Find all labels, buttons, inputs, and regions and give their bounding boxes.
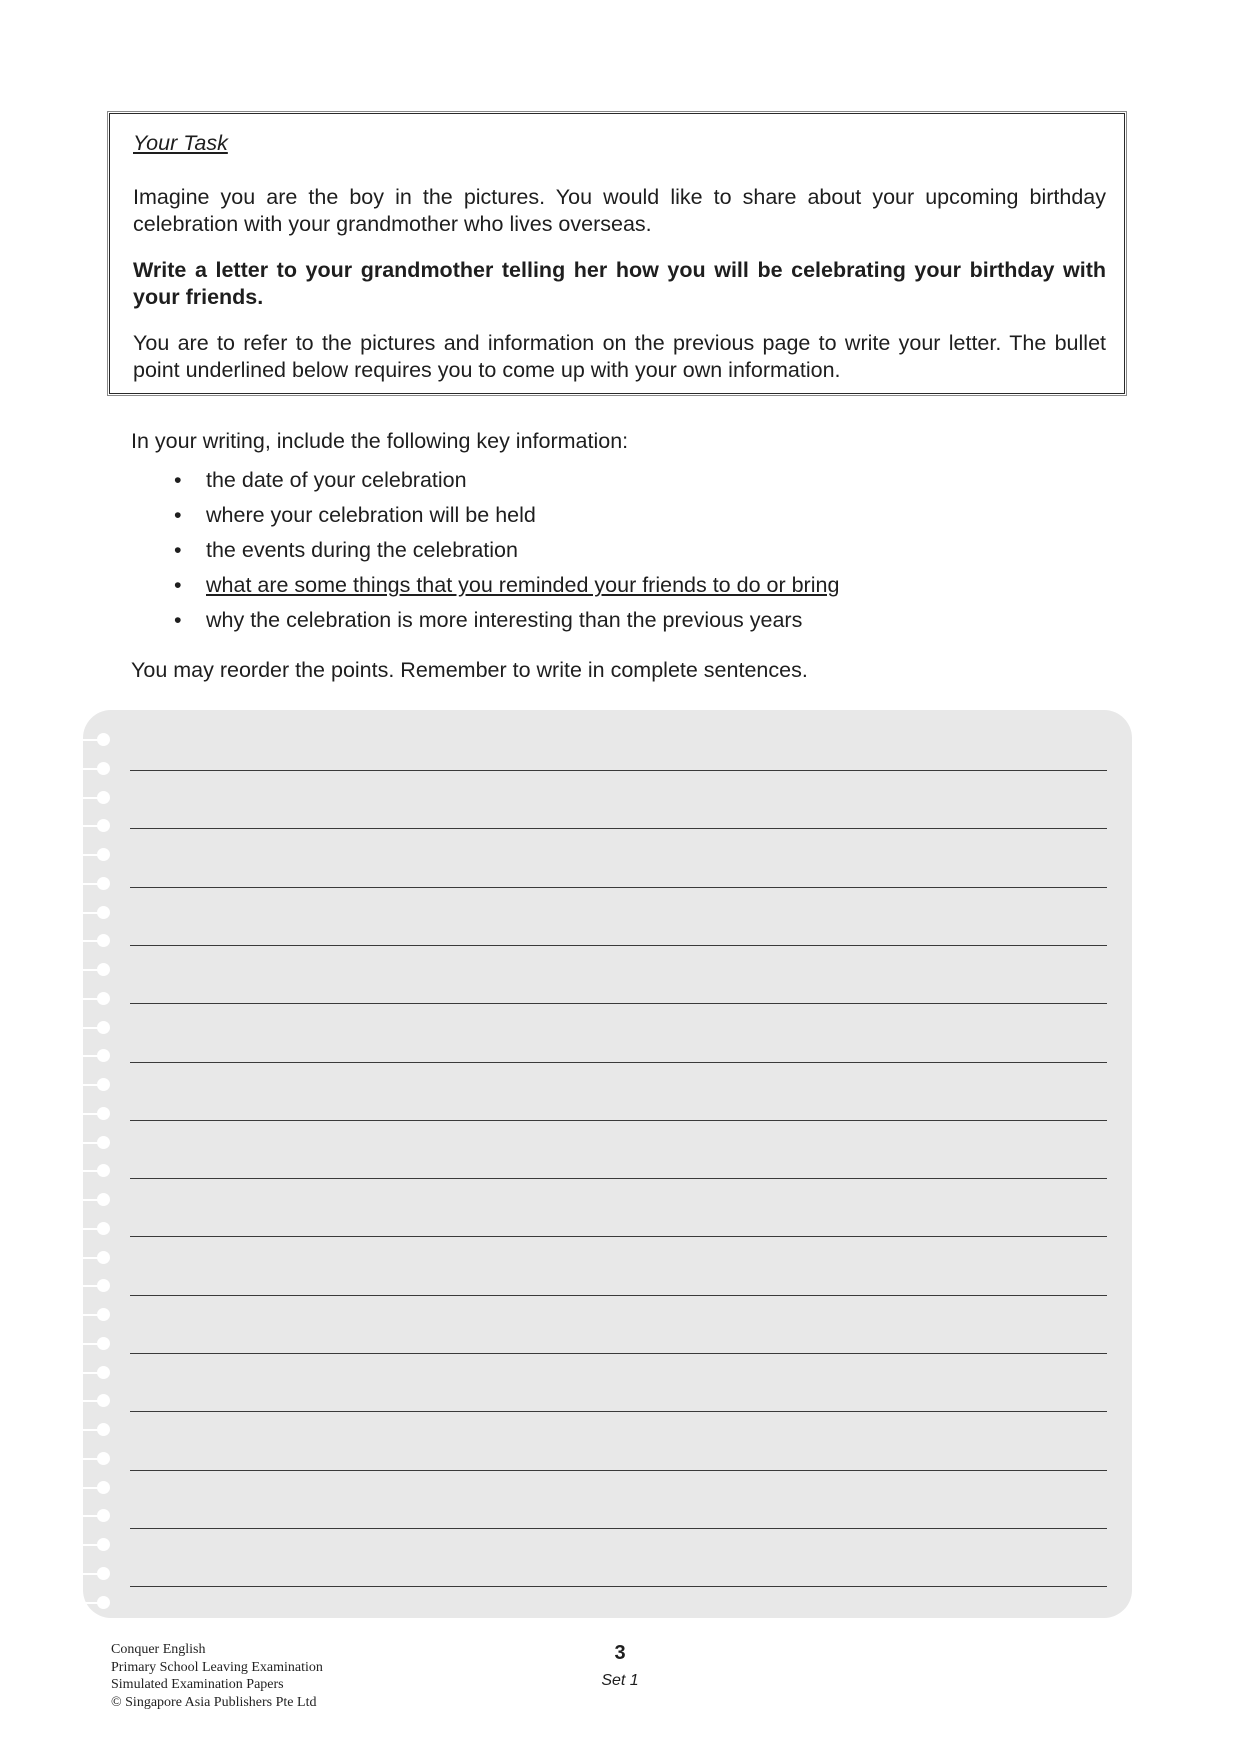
key-info-text: where your celebration will be held: [206, 503, 536, 527]
bullet-icon: •: [174, 538, 182, 562]
writing-line[interactable]: [130, 1062, 1107, 1063]
binder-hole-icon: [97, 1279, 110, 1292]
binder-hole-icon: [97, 1366, 110, 1379]
bullet-icon: •: [174, 468, 182, 492]
publisher-line: Primary School Leaving Examination: [111, 1659, 323, 1675]
task-reference-note: You are to refer to the pictures and information on the previous page to write your letter. The bullet point underlined below requires you to come up with your own information.: [133, 331, 1106, 382]
binder-hole-icon: [97, 877, 110, 890]
binder-hole-icon: [97, 1308, 110, 1321]
binder-hole-icon: [97, 906, 110, 919]
writing-line[interactable]: [130, 887, 1107, 888]
key-info-text: why the celebration is more interesting than the previous years: [206, 608, 803, 632]
bullet-icon: •: [174, 608, 182, 632]
writing-line[interactable]: [130, 945, 1107, 946]
writing-line[interactable]: [130, 1353, 1107, 1354]
writing-line[interactable]: [130, 828, 1107, 829]
binder-hole-icon: [97, 992, 110, 1005]
key-info-intro: In your writing, include the following key information:: [131, 429, 629, 453]
binder-hole-icon: [97, 1337, 110, 1350]
publisher-line: © Singapore Asia Publishers Pte Ltd: [111, 1694, 317, 1710]
key-info-item-underlined: [174, 572, 839, 607]
set-label: Set 1: [601, 1672, 639, 1689]
publisher-line: Conquer English: [111, 1642, 206, 1657]
binder-hole-icon: [97, 1049, 110, 1062]
writing-line[interactable]: [130, 1003, 1107, 1004]
task-box: [107, 111, 1127, 396]
binder-hole-icon: [97, 1107, 110, 1120]
binder-hole-icon: [97, 1452, 110, 1465]
binder-hole-icon: [97, 1538, 110, 1551]
task-heading: Your Task: [133, 131, 228, 155]
binder-hole-icon: [97, 762, 110, 775]
writing-line[interactable]: [130, 1295, 1107, 1296]
key-info-text: the date of your celebration: [206, 468, 467, 492]
task-scenario: Imagine you are the boy in the pictures. You would like to share about your upcoming birthday celebration with your grandmother who lives overseas.: [133, 185, 1106, 236]
binder-hole-icon: [97, 1481, 110, 1494]
key-info-item: [174, 502, 839, 537]
publisher-line: Simulated Examination Papers: [111, 1677, 284, 1692]
writing-line[interactable]: [130, 1470, 1107, 1471]
binder-hole-icon: [97, 1423, 110, 1436]
binder-hole-icon: [97, 1136, 110, 1149]
binder-hole-icon: [97, 1394, 110, 1407]
binder-hole-icon: [97, 848, 110, 861]
binder-hole-icon: [97, 1222, 110, 1235]
task-instruction-bold: Write a letter to your grandmother telling her how you will be celebrating your birthday with your friends.: [133, 258, 1106, 309]
key-info-text: the events during the celebration: [206, 538, 518, 562]
writing-line[interactable]: [130, 1528, 1107, 1529]
key-info-item: [174, 467, 839, 502]
key-info-text: what are some things that you reminded your friends to do or bring: [206, 573, 840, 597]
writing-line[interactable]: [130, 1586, 1107, 1587]
writing-line[interactable]: [130, 770, 1107, 771]
writing-area[interactable]: [83, 710, 1132, 1618]
key-info-item: [174, 607, 839, 642]
writing-line[interactable]: [130, 1120, 1107, 1121]
writing-line[interactable]: [130, 1236, 1107, 1237]
bullet-icon: •: [174, 573, 182, 597]
key-info-list: [174, 467, 839, 642]
binder-hole-icon: [97, 1596, 110, 1609]
binder-hole-icon: [97, 1251, 110, 1264]
binder-hole-icon: [97, 1509, 110, 1522]
writing-line[interactable]: [130, 1411, 1107, 1412]
bullet-icon: •: [174, 503, 182, 527]
binder-hole-icon: [97, 819, 110, 832]
binder-hole-icon: [97, 1164, 110, 1177]
binder-hole-icon: [97, 733, 110, 746]
page-number: 3: [614, 1642, 626, 1664]
binder-hole-icon: [97, 934, 110, 947]
binder-hole-icon: [97, 1078, 110, 1091]
closing-instruction: You may reorder the points. Remember to write in complete sentences.: [131, 658, 808, 682]
key-info-item: [174, 537, 839, 572]
binder-hole-icon: [97, 1567, 110, 1580]
binder-hole-icon: [97, 791, 110, 804]
writing-line[interactable]: [130, 1178, 1107, 1179]
binder-hole-icon: [97, 1021, 110, 1034]
binder-hole-icon: [97, 1193, 110, 1206]
binder-hole-icon: [97, 963, 110, 976]
